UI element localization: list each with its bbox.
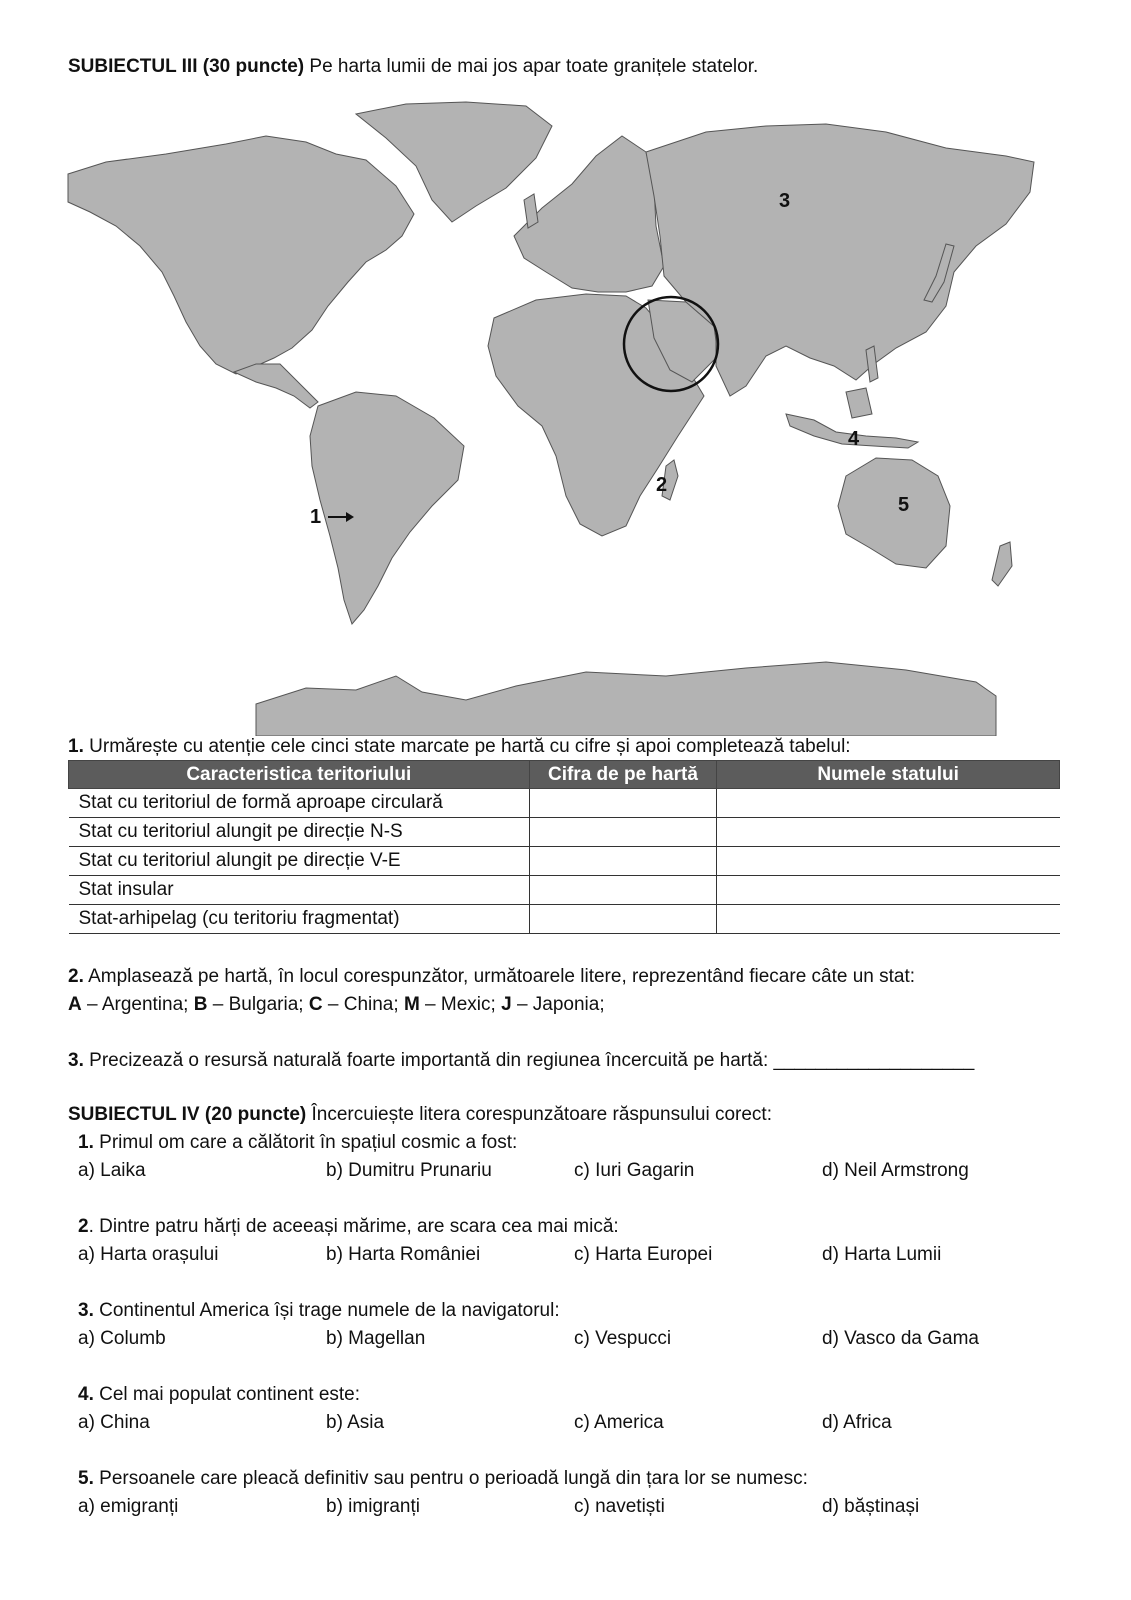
option-a[interactable]: a) Harta orașului <box>78 1244 219 1265</box>
map-label-1: 1 <box>310 506 322 528</box>
answer-cell-number[interactable] <box>529 876 717 905</box>
header-characteristic: Caracteristica teritoriului <box>69 761 530 789</box>
option-c[interactable]: c) Iuri Gagarin <box>574 1160 695 1181</box>
new-zealand-landmass <box>992 542 1012 586</box>
state-bulgaria: – Bulgaria; <box>212 994 304 1015</box>
option-c[interactable]: c) Vespucci <box>574 1328 672 1349</box>
australia-landmass <box>838 458 950 568</box>
q1-prompt <box>68 736 851 758</box>
option-d[interactable]: d) Vasco da Gama <box>822 1328 980 1349</box>
table-row <box>69 789 1060 818</box>
q2-states-list <box>68 994 605 1016</box>
south-america-landmass <box>310 392 464 624</box>
header-map-number: Cifra de pe hartă <box>529 761 717 789</box>
uk-landmass <box>524 194 538 228</box>
answer-cell-number[interactable] <box>529 818 717 847</box>
letter-j: J <box>501 994 512 1015</box>
option-c[interactable]: c) navetiști <box>574 1496 665 1517</box>
subject4-intro: Încercuiește litera corespunzătoare răspunsului corect: <box>311 1104 772 1125</box>
north-america-landmass <box>68 136 414 374</box>
state-mexic: – Mexic; <box>425 994 496 1015</box>
option-b[interactable]: b) Asia <box>326 1412 385 1433</box>
q1-text: Urmărește cu atenție cele cinci state marcate pe hartă cu cifre și apoi completează tabelul: <box>89 736 851 757</box>
question-number: 4. <box>78 1384 94 1405</box>
row-characteristic: Stat cu teritoriul alungit pe direcție V-E <box>69 847 530 876</box>
letter-a: A <box>68 994 82 1015</box>
answer-cell-name[interactable] <box>717 876 1060 905</box>
state-japonia: – Japonia; <box>516 994 605 1015</box>
map-label-3: 3 <box>779 190 791 212</box>
world-map-svg <box>66 96 1048 736</box>
question-prompt <box>78 1216 619 1238</box>
option-d[interactable]: d) băștinași <box>822 1496 920 1517</box>
option-a[interactable]: a) emigranți <box>78 1496 179 1517</box>
central-america-landmass <box>234 364 318 408</box>
q2-number: 2. <box>68 966 84 987</box>
option-b[interactable]: b) imigranți <box>326 1496 420 1517</box>
letter-m: M <box>403 994 420 1015</box>
option-d[interactable]: d) Harta Lumii <box>822 1244 942 1265</box>
option-a[interactable]: a) China <box>78 1412 150 1433</box>
row-characteristic: Stat cu teritoriul alungit pe direcție N-S <box>69 818 530 847</box>
antarctica-landmass <box>256 662 996 736</box>
option-d[interactable]: d) Africa <box>822 1412 892 1433</box>
options-row <box>78 1244 1078 1270</box>
subject3-intro: Pe harta lumii de mai jos apar toate granițele statelor. <box>309 56 759 77</box>
state-argentina: – Argentina; <box>87 994 189 1015</box>
question-number: 5. <box>78 1468 94 1489</box>
question-prompt <box>78 1468 808 1490</box>
option-b[interactable]: b) Dumitru Prunariu <box>326 1160 492 1181</box>
answer-cell-name[interactable] <box>717 789 1060 818</box>
options-row <box>78 1160 1078 1186</box>
option-c[interactable]: c) America <box>574 1412 664 1433</box>
question-prompt <box>78 1300 560 1322</box>
question-prompt <box>78 1132 517 1154</box>
state-china: – China; <box>327 994 399 1015</box>
q2-prompt <box>68 966 915 988</box>
options-row <box>78 1496 1078 1522</box>
option-a[interactable]: a) Columb <box>78 1328 166 1349</box>
q1-number: 1. <box>68 736 84 757</box>
q2-text: Amplasează pe hartă, în locul corespunzător, următoarele litere, reprezentând fiecare câte un stat: <box>88 966 916 987</box>
world-map <box>66 96 1048 736</box>
q3-prompt <box>68 1050 974 1072</box>
question-prompt <box>78 1384 360 1406</box>
map-label-2: 2 <box>656 474 668 496</box>
answer-cell-number[interactable] <box>529 847 717 876</box>
q3-number: 3. <box>68 1050 84 1071</box>
question-number: 2 <box>78 1216 89 1237</box>
question-text: Primul om care a călătorit în spațiul cosmic a fost: <box>99 1132 518 1153</box>
answer-cell-number[interactable] <box>529 789 717 818</box>
option-a[interactable]: a) Laika <box>78 1160 146 1181</box>
options-row <box>78 1412 1078 1438</box>
row-characteristic: Stat-arhipelag (cu teritoriu fragmentat) <box>69 905 530 934</box>
table-row <box>69 876 1060 905</box>
answer-cell-name[interactable] <box>717 905 1060 934</box>
option-c[interactable]: c) Harta Europei <box>574 1244 713 1265</box>
option-b[interactable]: b) Harta României <box>326 1244 481 1265</box>
table-row <box>69 847 1060 876</box>
question-text: Continentul America își trage numele de la navigatorul: <box>99 1300 560 1321</box>
q3-text: Precizează o resursă naturală foarte importantă din regiunea încercuită pe hartă: ___________________ <box>89 1050 975 1071</box>
map-label-5: 5 <box>898 494 910 516</box>
borneo-landmass <box>846 388 872 418</box>
characteristics-table <box>68 760 1060 934</box>
table-header-row <box>69 761 1060 789</box>
subject3-title: SUBIECTUL III (30 puncte) <box>68 56 305 77</box>
answer-cell-name[interactable] <box>717 847 1060 876</box>
subject4-title: SUBIECTUL IV (20 puncte) <box>68 1104 307 1125</box>
subject3-heading <box>68 56 758 78</box>
letter-b: B <box>193 994 208 1015</box>
question-number: 3. <box>78 1300 94 1321</box>
question-text: Cel mai populat continent este: <box>99 1384 361 1405</box>
option-b[interactable]: b) Magellan <box>326 1328 426 1349</box>
option-d[interactable]: d) Neil Armstrong <box>822 1160 969 1181</box>
row-characteristic: Stat cu teritoriul de formă aproape circulară <box>69 789 530 818</box>
header-state-name: Numele statului <box>717 761 1060 789</box>
table-row <box>69 905 1060 934</box>
answer-cell-name[interactable] <box>717 818 1060 847</box>
row-characteristic: Stat insular <box>69 876 530 905</box>
table-row <box>69 818 1060 847</box>
options-row <box>78 1328 1078 1354</box>
subject4-heading <box>68 1104 772 1126</box>
question-text: . Dintre patru hărți de aceeași mărime, are scara cea mai mică: <box>88 1216 619 1237</box>
letter-c: C <box>308 994 323 1015</box>
question-text: Persoanele care pleacă definitiv sau pentru o perioadă lungă din țara lor se numesc: <box>99 1468 808 1489</box>
answer-cell-number[interactable] <box>529 905 717 934</box>
map-label-4: 4 <box>848 428 860 450</box>
question-number: 1. <box>78 1132 94 1153</box>
